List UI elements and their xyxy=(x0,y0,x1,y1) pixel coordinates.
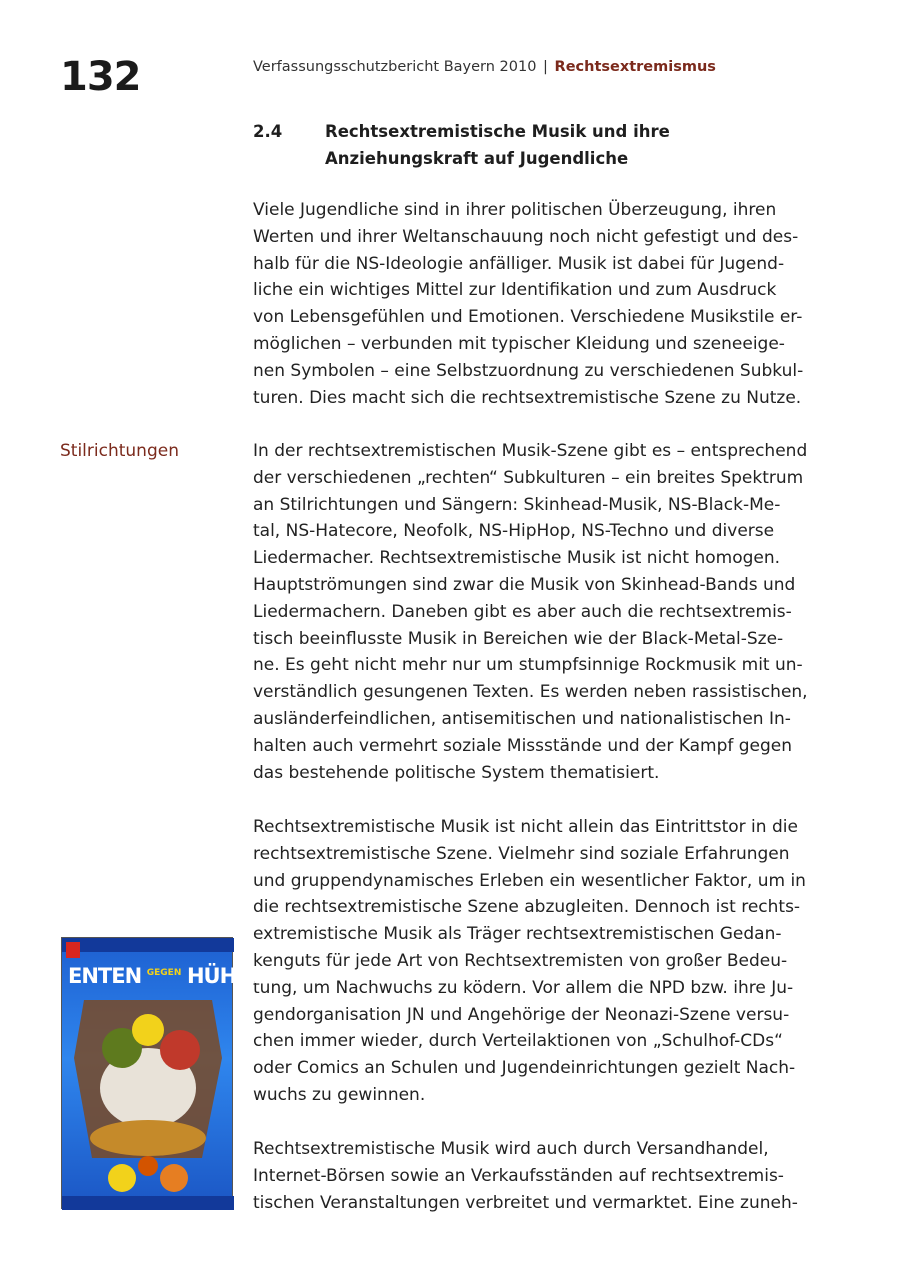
running-header xyxy=(253,59,716,75)
publication-title: Verfassungsschutzbericht Bayern 2010 xyxy=(253,59,537,75)
comic-cover-image xyxy=(61,937,282,1209)
page-number: 132 xyxy=(60,54,141,100)
heading-number: 2.4 xyxy=(253,122,283,141)
margin-note: Stilrichtungen xyxy=(60,441,179,461)
cover-title-middle: GEGEN xyxy=(146,968,182,978)
cover-title-right: HÜHNER xyxy=(186,964,282,988)
body-paragraph-1: Viele Jugendliche sind in ihrer politischen Überzeugung, ihren Werten und ihrer Weltanschauung noch nicht gefestigt und des- halb für die NS-Ideologie anfälliger. Musik ist dabei für Jugend- liche ein wichtiges Mittel zur Identifikation und zum Ausdruck von Lebensgefühlen und Emotionen. Verschiedene Musikstile er- möglichen – verbunden mit typischer Kleidung und szeneeige- nen Symbolen – eine Selbstzuordnung zu verschiedenen Subkul- turen. Dies macht sich die rechtsextremistische Szene zu Nutze. xyxy=(253,200,804,408)
body-paragraph-2: In der rechtsextremistischen Musik-Szene gibt es – entsprechend der verschiedenen „rechten“ Subkulturen – ein breites Spektrum an Stilrichtungen und Sängern: Skinhead-Musik, NS-Black-Me- tal, NS-Hatecore, Neofolk, NS-HipHop, NS-Techno und diverse Liedermacher. Rechtsextremistische Musik ist nicht homogen. Hauptströmungen sind zwar die Musik von Skinhead-Bands und Liedermachern. Daneben gibt es aber auch die rechtsextremis- tisch beeinflusste Musik in Bereichen wie der Black-Metal-Sze- ne. Es geht nicht mehr nur um stumpfsinnige Rockmusik mit un- verständlich gesungenen Texten. Es werden neben rassistischen, ausländerfeindlichen, antisemitischen und nationalistischen In- halten auch vermehrt soziale Missstände und der Kampf gegen das bestehende politische System thematisiert. xyxy=(253,441,808,783)
header-separator: | xyxy=(543,59,548,75)
body-paragraph-4: Rechtsextremistische Musik wird auch durch Versandhandel, Internet-Börsen sowie an Verkaufsständen auf rechtsextremis- tischen Veranstaltungen verbreitet und vermarktet. Eine zuneh- xyxy=(253,1139,798,1213)
cover-title-left: ENTEN xyxy=(68,964,142,988)
heading-title: Rechtsextremistische Musik und ihre Anziehungskraft auf Jugendliche xyxy=(325,122,670,168)
section-name: Rechtsextremismus xyxy=(554,59,716,75)
cover-title xyxy=(68,964,282,988)
body-paragraph-3: Rechtsextremistische Musik ist nicht allein das Eintrittstor in die rechtsextremistische Szene. Vielmehr sind soziale Erfahrungen und gruppendynamisches Erleben ein wesentlicher Faktor, um in die rechtsextremistische Szene abzugleiten. Dennoch ist rechts- extremistische Musik als Träger rechtsextremistischen Gedan- kenguts für jede Art von Rechtsextremisten von großer Bedeu- tung, um Nachwuchs zu ködern. Vor allem die NPD bzw. ihre Ju- gendorganisation JN und Angehörige der Neonazi-Szene versu- chen immer wieder, durch Verteilaktionen von „Schulhof-CDs“ oder Comics an Schulen und Jugendeinrichtungen gezielt Nach- wuchs zu gewinnen. xyxy=(253,817,806,1105)
